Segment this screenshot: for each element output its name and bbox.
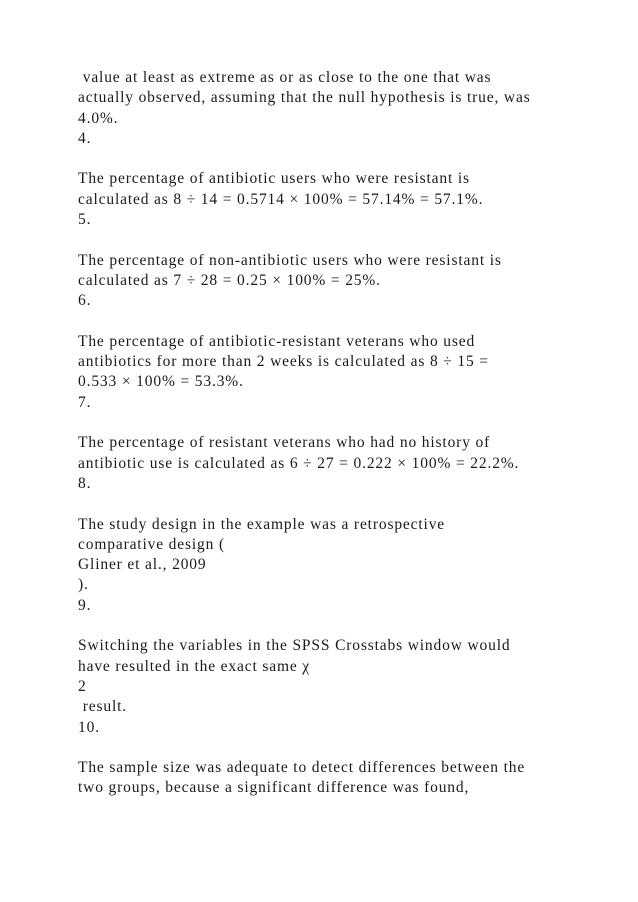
item-number: 5. <box>78 211 92 229</box>
item-number: 8. <box>78 474 92 492</box>
text-line: have resulted in the exact same χ <box>78 657 311 675</box>
item-number: 6. <box>78 292 92 310</box>
blank-line <box>78 413 618 433</box>
blank-line <box>78 230 618 250</box>
text-line: The percentage of non-antibiotic users who were resistant is <box>78 251 502 269</box>
text-line: two groups, because a significant difference was found, <box>78 779 470 797</box>
text-line: actually observed, assuming that the null hypothesis is true, was <box>78 89 531 107</box>
text-line: comparative design ( <box>78 535 225 553</box>
text-line: 4.0%. <box>78 109 119 127</box>
item-number: 10. <box>78 718 100 736</box>
blank-line <box>78 494 618 514</box>
text-line: calculated as 8 ÷ 14 = 0.5714 × 100% = 57.14% = 57.1%. <box>78 190 484 208</box>
blank-line <box>78 312 618 332</box>
text-line: antibiotics for more than 2 weeks is calculated as 8 ÷ 15 = <box>78 353 489 371</box>
superscript-line: 2 <box>78 677 87 695</box>
text-line: Switching the variables in the SPSS Crosstabs window would <box>78 637 511 655</box>
text-line: The percentage of antibiotic-resistant veterans who used <box>78 332 476 350</box>
item-number: 7. <box>78 393 92 411</box>
blank-line <box>78 149 618 169</box>
item-number: 4. <box>78 129 92 147</box>
item-number: 9. <box>78 596 92 614</box>
document-text <box>78 68 618 799</box>
text-line: result. <box>78 698 127 716</box>
text-line: antibiotic use is calculated as 6 ÷ 27 = 0.222 × 100% = 22.2%. <box>78 454 520 472</box>
text-line: calculated as 7 ÷ 28 = 0.25 × 100% = 25%. <box>78 271 381 289</box>
text-line: value at least as extreme as or as close to the one that was <box>78 69 492 86</box>
citation-line: Gliner et al., 2009 <box>78 556 207 574</box>
blank-line <box>78 738 618 758</box>
text-line: The sample size was adequate to detect differences between the <box>78 759 526 777</box>
text-line: The percentage of antibiotic users who were resistant is <box>78 170 470 188</box>
blank-line <box>78 616 618 636</box>
text-line: The percentage of resistant veterans who had no history of <box>78 434 491 452</box>
text-line: The study design in the example was a retrospective <box>78 515 446 533</box>
text-line: 0.533 × 100% = 53.3%. <box>78 373 244 391</box>
text-line: ). <box>78 576 89 594</box>
